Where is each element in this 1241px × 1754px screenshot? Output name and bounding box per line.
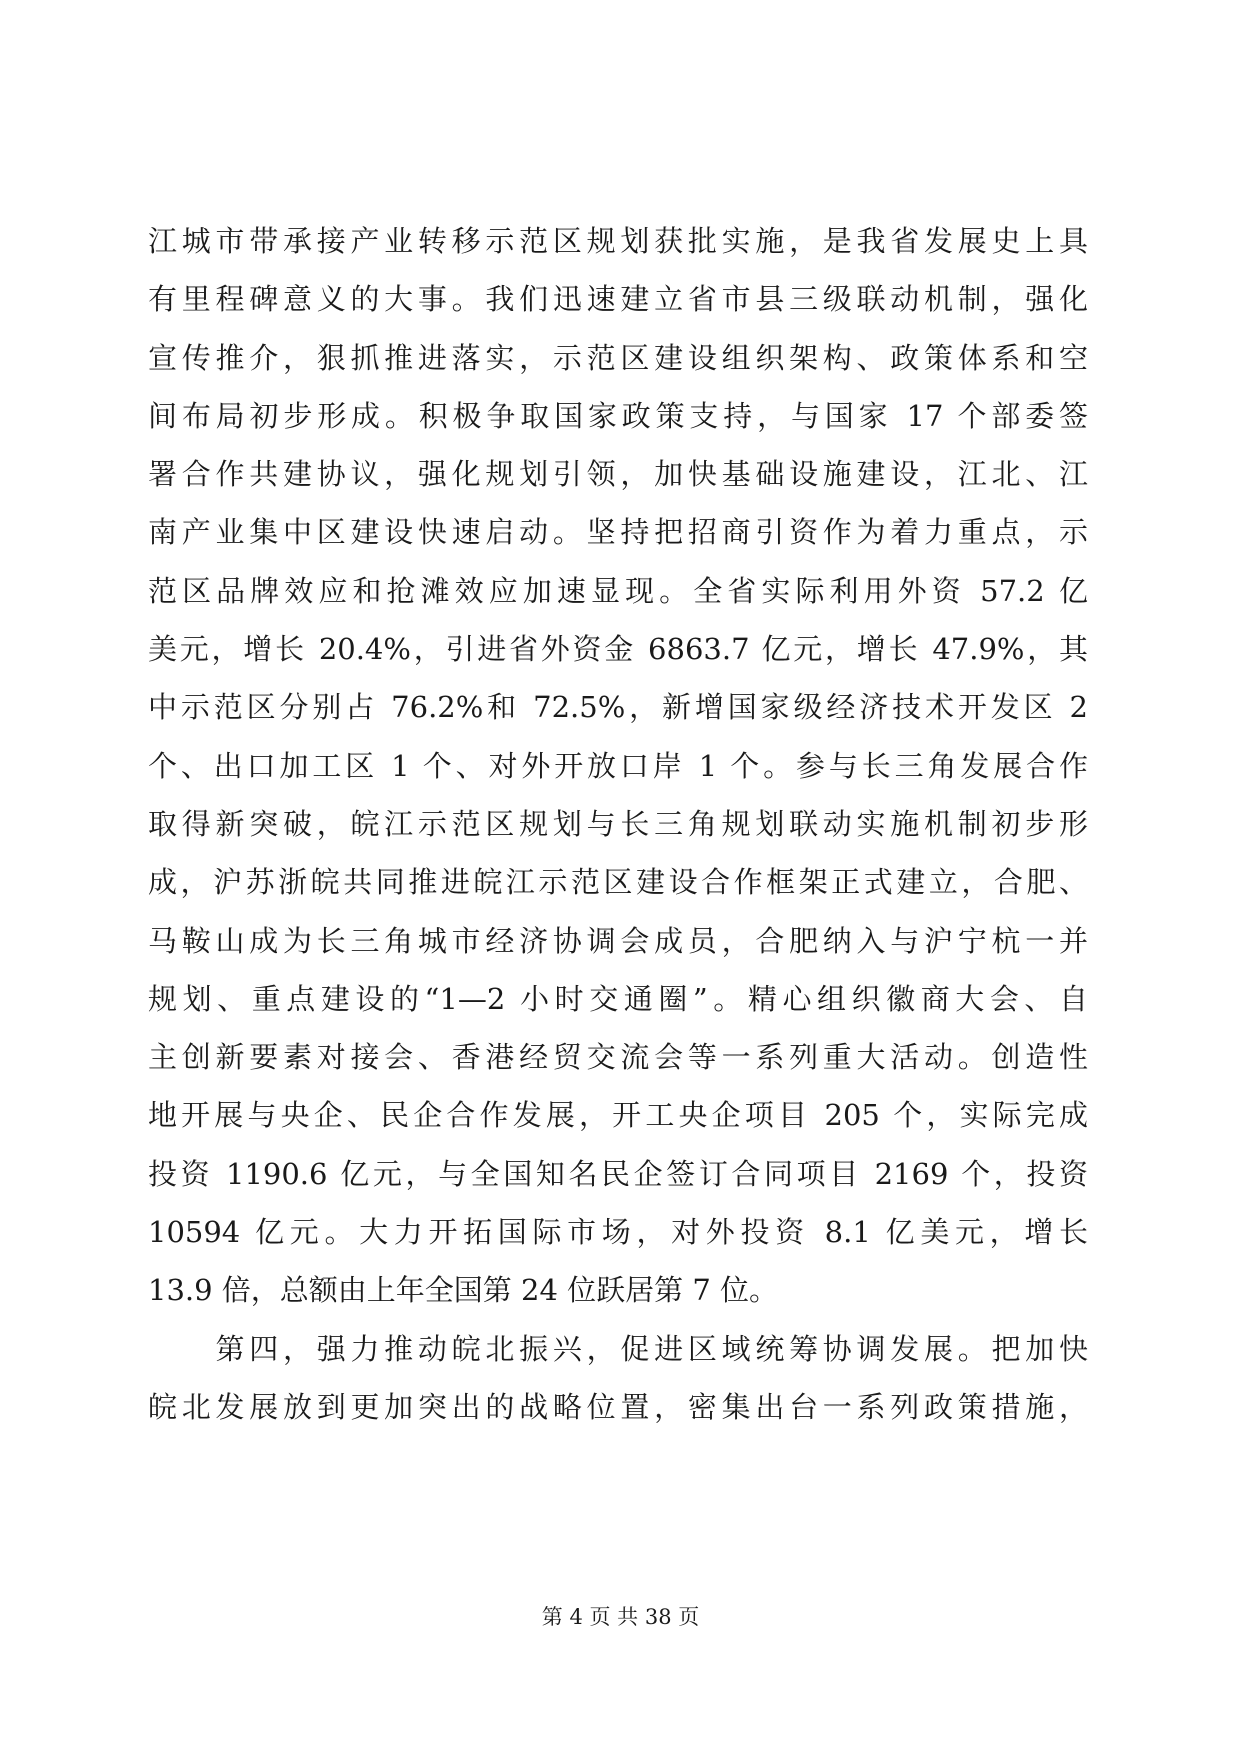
text-line: 皖北发展放到更加突出的战略位置，密集出台一系列政策措施， xyxy=(148,1389,1088,1424)
text-line: 间布局初步形成。积极争取国家政策支持，与国家 17 个部委签 xyxy=(148,398,1088,433)
text-line: 马鞍山成为长三角城市经济协调会成员，合肥纳入与沪宁杭一并 xyxy=(148,923,1088,958)
text-line: 范区品牌效应和抢滩效应加速显现。全省实际利用外资 57.2 亿 xyxy=(148,573,1088,608)
text-line: 10594 亿元。大力开拓国际市场，对外投资 8.1 亿美元，增长 xyxy=(148,1215,1088,1250)
text-line: 主创新要素对接会、香港经贸交流会等一系列重大活动。创造性 xyxy=(148,1040,1088,1075)
body-text xyxy=(148,212,1088,1436)
text-line: 美元，增长 20.4%，引进省外资金 6863.7 亿元，增长 47.9%，其 xyxy=(148,632,1088,667)
text-line-paragraph-end: 13.9 倍，总额由上年全国第 24 位跃居第 7 位。 xyxy=(148,1273,779,1308)
text-line: 南产业集中区建设快速启动。坚持把招商引资作为着力重点，示 xyxy=(148,515,1088,550)
text-line: 中示范区分别占 76.2%和 72.5%，新增国家级经济技术开发区 2 xyxy=(148,690,1088,725)
text-line: 地开展与央企、民企合作发展，开工央企项目 205 个，实际完成 xyxy=(148,1098,1088,1133)
text-line: 宣传推介，狠抓推进落实，示范区建设组织架构、政策体系和空 xyxy=(148,340,1088,375)
text-line: 规划、重点建设的“1—2 小时交通圈”。精心组织徽商大会、自 xyxy=(148,981,1088,1016)
text-line: 投资 1190.6 亿元，与全国知名民企签订合同项目 2169 个，投资 xyxy=(148,1156,1088,1191)
text-line-paragraph-start: 第四，强力推动皖北振兴，促进区域统筹协调发展。把加快 xyxy=(148,1331,1088,1366)
text-line: 个、出口加工区 1 个、对外开放口岸 1 个。参与长三角发展合作 xyxy=(148,748,1088,783)
text-line: 署合作共建协议，强化规划引领，加快基础设施建设，江北、江 xyxy=(148,457,1088,492)
text-line: 取得新突破，皖江示范区规划与长三角规划联动实施机制初步形 xyxy=(148,806,1088,841)
text-line: 有里程碑意义的大事。我们迅速建立省市县三级联动机制，强化 xyxy=(148,282,1088,317)
page-number-footer: 第 4 页 共 38 页 xyxy=(541,1605,700,1629)
text-line: 成，沪苏浙皖共同推进皖江示范区建设合作框架正式建立，合肥、 xyxy=(148,865,1088,900)
text-line: 江城市带承接产业转移示范区规划获批实施，是我省发展史上具 xyxy=(148,224,1088,258)
